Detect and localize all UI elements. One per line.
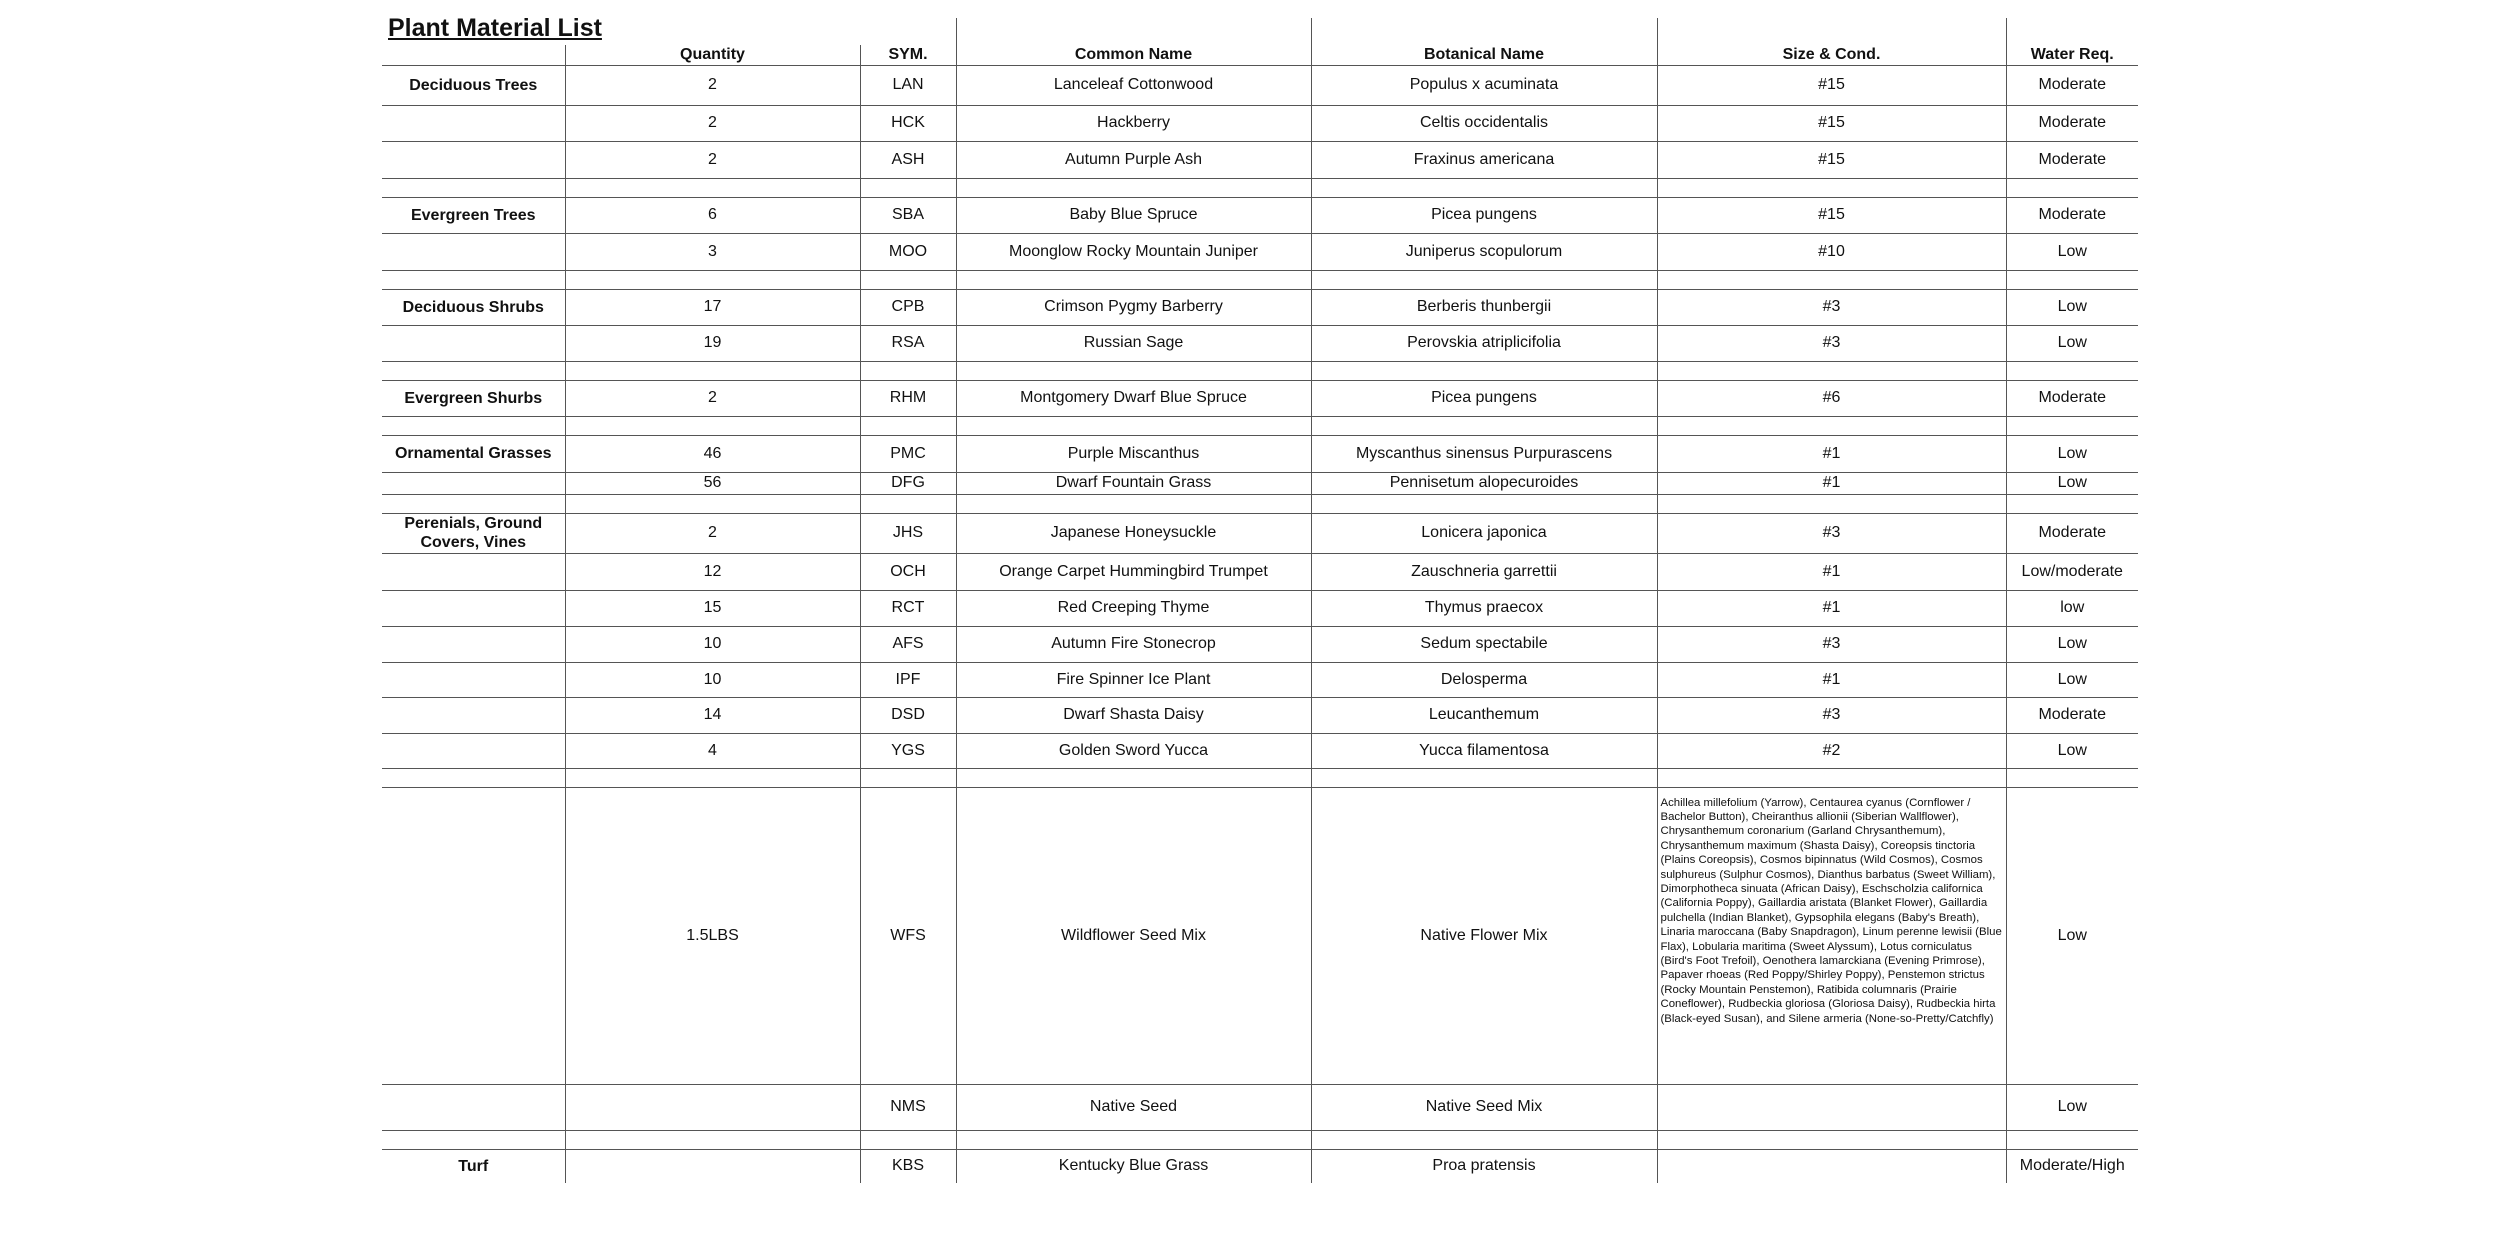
quantity-cell: 56 [565, 472, 860, 494]
water-cell: Moderate [2006, 105, 2138, 141]
sym-cell: SBA [860, 197, 956, 233]
table-row [382, 325, 2138, 361]
common-name-cell: Moonglow Rocky Mountain Juniper [956, 233, 1311, 270]
size-cell [1657, 1149, 2006, 1183]
botanical-name-cell: Proa pratensis [1311, 1149, 1657, 1183]
sym-cell: RHM [860, 380, 956, 416]
sym-cell: RCT [860, 590, 956, 626]
size-cell: #1 [1657, 662, 2006, 697]
table-row [382, 590, 2138, 626]
table-row [382, 197, 2138, 233]
category-cell: Deciduous Shrubs [382, 289, 565, 325]
quantity-header: Quantity [565, 45, 860, 65]
category-cell [382, 105, 565, 141]
water-cell: Moderate [2006, 141, 2138, 178]
size-cell: #10 [1657, 233, 2006, 270]
table-row [382, 662, 2138, 697]
table-row [382, 472, 2138, 494]
botanical-name-cell: Celtis occidentalis [1311, 105, 1657, 141]
size-cell: #1 [1657, 435, 2006, 472]
botanical-name-cell: Picea pungens [1311, 380, 1657, 416]
sym-cell: DFG [860, 472, 956, 494]
sym-cell: RSA [860, 325, 956, 361]
category-cell [382, 233, 565, 270]
water-cell: Low [2006, 1084, 2138, 1130]
botanical-name-cell: Thymus praecox [1311, 590, 1657, 626]
sym-cell: NMS [860, 1084, 956, 1130]
category-cell [382, 1084, 565, 1130]
water-cell: Moderate [2006, 65, 2138, 105]
water-cell: Moderate/High [2006, 1149, 2138, 1183]
common-name-cell: Baby Blue Spruce [956, 197, 1311, 233]
category-cell: Evergreen Shurbs [382, 380, 565, 416]
water-cell: Low [2006, 733, 2138, 768]
table-row [382, 233, 2138, 270]
category-cell [382, 590, 565, 626]
sym-cell: WFS [860, 787, 956, 1084]
quantity-cell: 46 [565, 435, 860, 472]
water-cell: Low [2006, 325, 2138, 361]
size-cell: #3 [1657, 325, 2006, 361]
water-cell: Low [2006, 233, 2138, 270]
quantity-cell: 2 [565, 105, 860, 141]
botanical-name-cell: Lonicera japonica [1311, 513, 1657, 553]
table-row [382, 513, 2138, 553]
water-cell: Moderate [2006, 197, 2138, 233]
category-cell: Deciduous Trees [382, 65, 565, 105]
common-name-cell: Crimson Pygmy Barberry [956, 289, 1311, 325]
spacer-row [382, 178, 2138, 197]
botanical-name-cell: Native Seed Mix [1311, 1084, 1657, 1130]
category-cell [382, 787, 565, 1084]
common-name-header: Common Name [956, 45, 1311, 65]
size-cell: #15 [1657, 141, 2006, 178]
quantity-cell: 2 [565, 141, 860, 178]
category-cell [382, 662, 565, 697]
common-name-cell: Dwarf Shasta Daisy [956, 697, 1311, 733]
sym-cell: HCK [860, 105, 956, 141]
page-title: Plant Material List [388, 14, 602, 42]
category-cell [382, 626, 565, 662]
quantity-cell: 1.5LBS [565, 787, 860, 1084]
water-header: Water Req. [2006, 45, 2138, 65]
quantity-cell [565, 1149, 860, 1183]
sym-cell: DSD [860, 697, 956, 733]
botanical-name-cell: Fraxinus americana [1311, 141, 1657, 178]
botanical-name-cell: Perovskia atriplicifolia [1311, 325, 1657, 361]
common-name-cell: Russian Sage [956, 325, 1311, 361]
category-cell [382, 733, 565, 768]
sym-cell: JHS [860, 513, 956, 553]
table-row [382, 1084, 2138, 1130]
quantity-cell: 3 [565, 233, 860, 270]
quantity-cell: 2 [565, 380, 860, 416]
common-name-cell: Lanceleaf Cottonwood [956, 65, 1311, 105]
category-cell [382, 553, 565, 590]
sym-cell: CPB [860, 289, 956, 325]
size-cell: #3 [1657, 513, 2006, 553]
water-cell: Low [2006, 787, 2138, 1084]
sym-cell: MOO [860, 233, 956, 270]
table-row [382, 380, 2138, 416]
category-cell [382, 325, 565, 361]
common-name-cell: Kentucky Blue Grass [956, 1149, 1311, 1183]
sym-cell: ASH [860, 141, 956, 178]
category-cell: Evergreen Trees [382, 197, 565, 233]
quantity-cell: 2 [565, 513, 860, 553]
size-cell: #2 [1657, 733, 2006, 768]
sym-cell: AFS [860, 626, 956, 662]
category-header [382, 45, 565, 65]
botanical-name-cell: Picea pungens [1311, 197, 1657, 233]
table-row [382, 435, 2138, 472]
category-cell: Turf [458, 1157, 489, 1175]
botanical-name-cell: Populus x acuminata [1311, 65, 1657, 105]
water-cell: low [2006, 590, 2138, 626]
size-cell: #1 [1657, 553, 2006, 590]
title-row [382, 18, 2138, 45]
quantity-cell: 6 [565, 197, 860, 233]
common-name-cell: Native Seed [956, 1084, 1311, 1130]
table-row [382, 105, 2138, 141]
table-row [382, 289, 2138, 325]
size-cell: Achillea millefolium (Yarrow), Centaurea cyanus (Cornflower / Bachelor Button), Cheiranthus allionii (Siberian Wallflower), Chrysanthemum coronarium (Garland Chrysanthemum), Chrysanthemum maximum (Shasta Daisy), Coreopsis tinctoria (Plains Coreopsis), Cosmos bipinnatus (Wild Cosmos), Cosmos sulphureus (Sulphur Cosmos), Dianthus barbatus (Sweet William), Dimorphotheca sinuata (African Daisy), Eschscholzia californica (California Poppy), Gaillardia aristata (Blanket Flower), Gaillardia pulchella (Indian Blanket), Gypsophila elegans (Baby's Breath), Linaria maroccana (Baby Snapdragon), Linum perenne lewisii (Blue Flax), Lobularia maritima (Sweet Alyssum), Lotus corniculatus (Bird's Foot Trefoil), Oenothera lamarckiana (Evening Primrose), Papaver rhoeas (Red Poppy/Shirley Poppy), Penstemon strictus (Rocky Mountain Penstemon), Ratibida columnaris (Prairie Coneflower), Rudbeckia gloriosa (Gloriosa Daisy), Rudbeckia hirta (Black-eyed Susan), and Silene armeria (None-so-Pretty/Catchfly) [1657, 787, 2006, 1084]
size-cell [1657, 1084, 2006, 1130]
botanical-name-cell: Yucca filamentosa [1311, 733, 1657, 768]
sym-cell: IPF [860, 662, 956, 697]
common-name-cell: Golden Sword Yucca [956, 733, 1311, 768]
table-row [382, 65, 2138, 105]
category-cell: Ornamental Grasses [382, 435, 565, 472]
common-name-cell: Fire Spinner Ice Plant [956, 662, 1311, 697]
spacer-row [382, 494, 2138, 513]
sym-cell: PMC [860, 435, 956, 472]
quantity-cell: 2 [565, 65, 860, 105]
size-cell: #6 [1657, 380, 2006, 416]
quantity-cell: 19 [565, 325, 860, 361]
sym-cell: YGS [860, 733, 956, 768]
category-cell: Perenials, Ground Covers, Vines [382, 513, 565, 553]
size-cell: #15 [1657, 105, 2006, 141]
sym-header: SYM. [860, 45, 956, 65]
table-row [382, 626, 2138, 662]
size-cell: #3 [1657, 697, 2006, 733]
water-cell: Low [2006, 435, 2138, 472]
table-row [382, 787, 2138, 1084]
spacer-row [382, 361, 2138, 380]
header-row [382, 45, 2138, 65]
table-row [382, 697, 2138, 733]
water-cell: Low [2006, 472, 2138, 494]
quantity-cell: 4 [565, 733, 860, 768]
common-name-cell: Purple Miscanthus [956, 435, 1311, 472]
size-cell: #1 [1657, 590, 2006, 626]
common-name-cell: Japanese Honeysuckle [956, 513, 1311, 553]
common-name-cell: Montgomery Dwarf Blue Spruce [956, 380, 1311, 416]
size-cell: #3 [1657, 626, 2006, 662]
water-cell: Moderate [2006, 513, 2138, 553]
size-cell: #1 [1657, 472, 2006, 494]
quantity-cell: 15 [565, 590, 860, 626]
table-row [382, 553, 2138, 590]
spacer-row [382, 270, 2138, 289]
quantity-cell: 12 [565, 553, 860, 590]
water-cell: Low [2006, 289, 2138, 325]
common-name-cell: Autumn Fire Stonecrop [956, 626, 1311, 662]
botanical-name-cell: Myscanthus sinensus Purpurascens [1311, 435, 1657, 472]
spacer-row [382, 416, 2138, 435]
water-cell: Low/moderate [2006, 553, 2138, 590]
water-cell: Low [2006, 626, 2138, 662]
category-cell [382, 472, 565, 494]
botanical-name-cell: Pennisetum alopecuroides [1311, 472, 1657, 494]
size-cell: #15 [1657, 65, 2006, 105]
common-name-cell: Dwarf Fountain Grass [956, 472, 1311, 494]
table-row [382, 141, 2138, 178]
sym-cell: OCH [860, 553, 956, 590]
common-name-cell: Autumn Purple Ash [956, 141, 1311, 178]
quantity-cell [565, 1084, 860, 1130]
common-name-cell: Wildflower Seed Mix [956, 787, 1311, 1084]
botanical-name-cell: Leucanthemum [1311, 697, 1657, 733]
size-header: Size & Cond. [1657, 45, 2006, 65]
quantity-cell: 17 [565, 289, 860, 325]
quantity-cell: 10 [565, 662, 860, 697]
spacer-row [382, 1130, 2138, 1149]
sym-cell: KBS [860, 1149, 956, 1183]
water-cell: Low [2006, 662, 2138, 697]
water-cell: Moderate [2006, 697, 2138, 733]
sym-cell: LAN [860, 65, 956, 105]
botanical-name-cell: Juniperus scopulorum [1311, 233, 1657, 270]
size-cell: #15 [1657, 197, 2006, 233]
table-row [382, 1149, 2138, 1183]
table-row [382, 733, 2138, 768]
common-name-cell: Hackberry [956, 105, 1311, 141]
botanical-name-cell: Zauschneria garrettii [1311, 553, 1657, 590]
size-cell: #3 [1657, 289, 2006, 325]
botanical-name-header: Botanical Name [1311, 45, 1657, 65]
common-name-cell: Orange Carpet Hummingbird Trumpet [956, 553, 1311, 590]
quantity-cell: 10 [565, 626, 860, 662]
water-cell: Moderate [2006, 380, 2138, 416]
category-cell [382, 697, 565, 733]
quantity-cell: 14 [565, 697, 860, 733]
plant-material-table [382, 18, 2138, 1183]
botanical-name-cell: Berberis thunbergii [1311, 289, 1657, 325]
common-name-cell: Red Creeping Thyme [956, 590, 1311, 626]
spacer-row [382, 768, 2138, 787]
botanical-name-cell: Native Flower Mix [1311, 787, 1657, 1084]
botanical-name-cell: Delosperma [1311, 662, 1657, 697]
category-cell [382, 141, 565, 178]
botanical-name-cell: Sedum spectabile [1311, 626, 1657, 662]
